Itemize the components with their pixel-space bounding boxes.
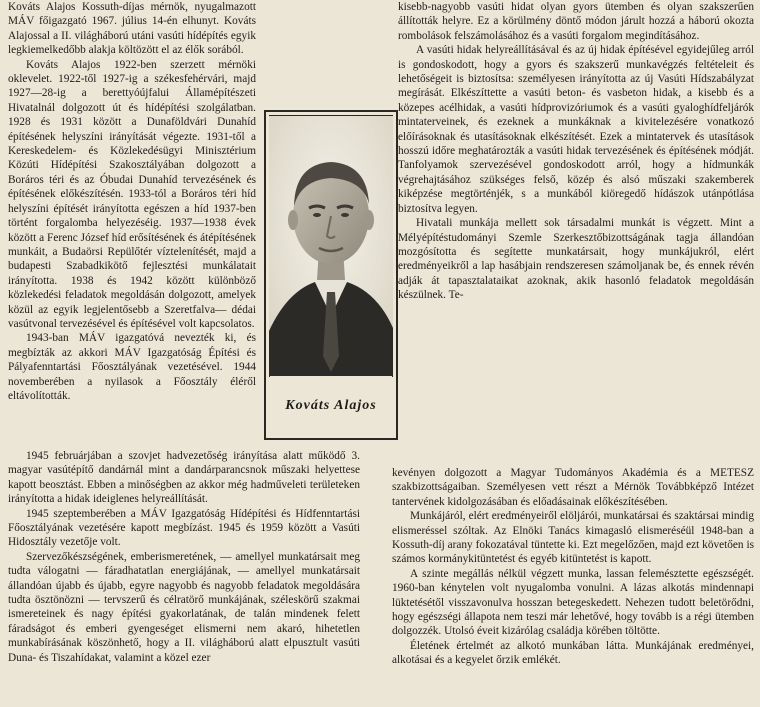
paragraph: A szinte megállás nélkül végzett munka, lassan felemésztette egészségét. 1960-ban kénytelen volt nyugalomba vonulni. A lázas alkotás mindennapi lüktetésétől visszavonulva hosszan betegeskedett. Nehezen tudott beletörődni, hogy egészségi állapota nem teszi már lehetővé, hogy tovább is a régi ütemben dolgozzék. Utolsó éveit kizárólag családja körében töltötte.: [392, 567, 754, 638]
article-column-left-top: [8, 0, 256, 448]
paragraph: Szervezőkészségének, emberismeretének, — amellyel munkatársait meg tudta válogatni — fáradhatatlan energiájának, — amellyel munkatársait állandóan újabb és újabb, egyre nagyobb és nagyobb feladatok megoldására tudta ösztönözni — tervszerű és célratörő munkájának, széleskörű szakmai ismereteinek és nagy építési gyakorlatának, de talán mindenek felett fáradságot és emberi gyengeséget elismerni nem akaró, hihetetlen munkabírásának köszönhető, hogy a II. világháború alatt elpusztult vasúti Duna- és Tiszahídakat, valamint a közel ezer: [8, 550, 360, 664]
paragraph: A vasúti hidak helyreállításával és az új hidak építésével egyidejűleg arról is gondoskodott, hogy a gyors és szakszerű munkavégzés feltételeit és lehetőségeit is biztosítsa: személyesen irányította az új Vasúti Hídszabályzat megírását. Elkészíttette a vasúti beton- és vasbeton hidak, a kisebb és a közepes acélhidak, a vasúti hídprovizóriumok és a vasúti gyaloghídfeljárók mintaterveinek, és ezeknek a munkáknak a kivitelezésére vonatkozó előírásoknak és utasításoknak elkészítését. Ezek a mintatervek és utasítások hosszú időre meghatározták a vasúti hidak tervezésének és építésének módját. Tanfolyamok szervezésével gondoskodott arról, hogy a hídmunkák végrehajtásához szükséges felső, közép és alsó műszaki szakemberek kiképzése megtörténjék, s a munkából kiöregedő hídászok utánpótlása biztosítva legyen.: [398, 44, 754, 215]
article-column-left-bottom: [8, 449, 360, 707]
article-column-right-bottom: [392, 466, 754, 707]
paragraph: kisebb-nagyobb vasúti hidat olyan gyors ütemben és olyan szakszerűen állították helyre. Ez a körülmény döntő módon járult hozzá a háború okozta rombolások felszámolásához és a vasúti forgalom megindításához.: [398, 1, 754, 42]
paragraph: 1945 februárjában a szovjet hadvezetőség irányítása alatt működő 3. magyar vasútépítő dandárnál mint a dandárparancsnok műszaki helyettese kapott beosztást. Ebben a minőségben az akkor még hadműveleti területeken irányította a hidak ideiglenes helyreállítását.: [8, 450, 360, 506]
portrait-photo: [269, 116, 393, 376]
paragraph: Kováts Alajos Kossuth-díjas mérnök, nyugalmazott MÁV főigazgató 1967. július 14-én elhunyt. Kováts Alajossal a II. világháború utáni vasúti hídépítés egyik legkiemelkedőbb alakja költözött el az élők sorából.: [8, 1, 256, 57]
article-column-right-top: [398, 0, 754, 466]
portrait-frame: [264, 110, 398, 440]
paragraph: Munkájáról, elért eredményeiről elöljárói, munkatársai és szaktársai mindig elismeréssel szóltak. Az Elnöki Tanács kimagasló elismeréséül 1948-ban a Kossuth-díj arany fokozatával tüntette ki. Ezt megelőzően, majd ezt követően is számos kormánykitüntetést és egyéb kitüntetést is kapott.: [392, 510, 754, 566]
paragraph: Kováts Alajos 1922-ben szerzett mérnöki oklevelet. 1922-től 1927-ig a székesfehérvári, majd 1927—28-ig a berettyóújfalui Államépítészeti Hivatalnál dolgozott út és hídépítési szolgálatban. 1928 és 1931 között a Dunaföldvári Dunahíd építésének helyszíni irányítását végezte. 1931-től a Kereskedelem- és Közlekedésügyi Minisztérium Közúti Hídépítési Szakosztályában dolgozott a Boráros téri és az Óbudai Dunahíd tervezésének és építésének előkészítésén. 1933-tól a Boráros téri híd helyszíni építését irányította egészen a híd 1937-ben történt forgalomba helyezéséig. 1937—1938 évek között a Ferenc József híd erősítésének és átépítésének munkáit, a Budaörsi Repülőtér víztelenítését, majd a budapesti Szabadkikötő fejlesztési munkálatait irányította. 1938 és 1942 között különböző közlekedési feladatok megoldásán dolgozott, amelyek közül az egyik legjelentősebb a Szeretfalva— dédai vasútvonal tervezésével és építésével volt kapcsolatos.: [8, 58, 256, 330]
paragraph: kevényen dolgozott a Magyar Tudományos Akadémia és a METESZ szakbizottságaiban. Személyesen vett részt a Mérnök Továbbképző Intézet tantervének kidolgozásában és előadásainak előkészítésében.: [392, 467, 754, 508]
paragraph: 1943-ban MÁV igazgatóvá nevezték ki, és megbízták az akkori MÁV Igazgatóság Építési és Pályafenntartási Főosztályának vezetésével. 1944 novemberében a nyilasok a Főosztály éléről eltávolították.: [8, 332, 256, 402]
paragraph: Életének értelmét az alkotó munkában látta. Munkájának eredményei, alkotásai és a kegyelet őrzik emlékét.: [392, 639, 754, 667]
paragraph: Hivatali munkája mellett sok társadalmi munkát is végzett. Mint a Mélyépítéstudományi Szemle Szerkesztőbizottságának tagja állandóan mozgósította és segítette munkatársait, hogy munkájukról, elért eredményeikről a lap hasábjain rendszeresen számoljanak be, és ennek révén adják át tapasztalataikat azoknak, akik hasonló feladatok megoldásán készülnek. Te-: [398, 217, 754, 302]
portrait-caption: Kováts Alajos: [269, 377, 393, 435]
paragraph: 1945 szeptemberében a MÁV Igazgatóság Hídépítési és Hídfenntartási Főosztályának vezetésére kapott megbízást. 1945 és 1959 között a Vasúti Hidosztály vezetője volt.: [8, 507, 360, 549]
